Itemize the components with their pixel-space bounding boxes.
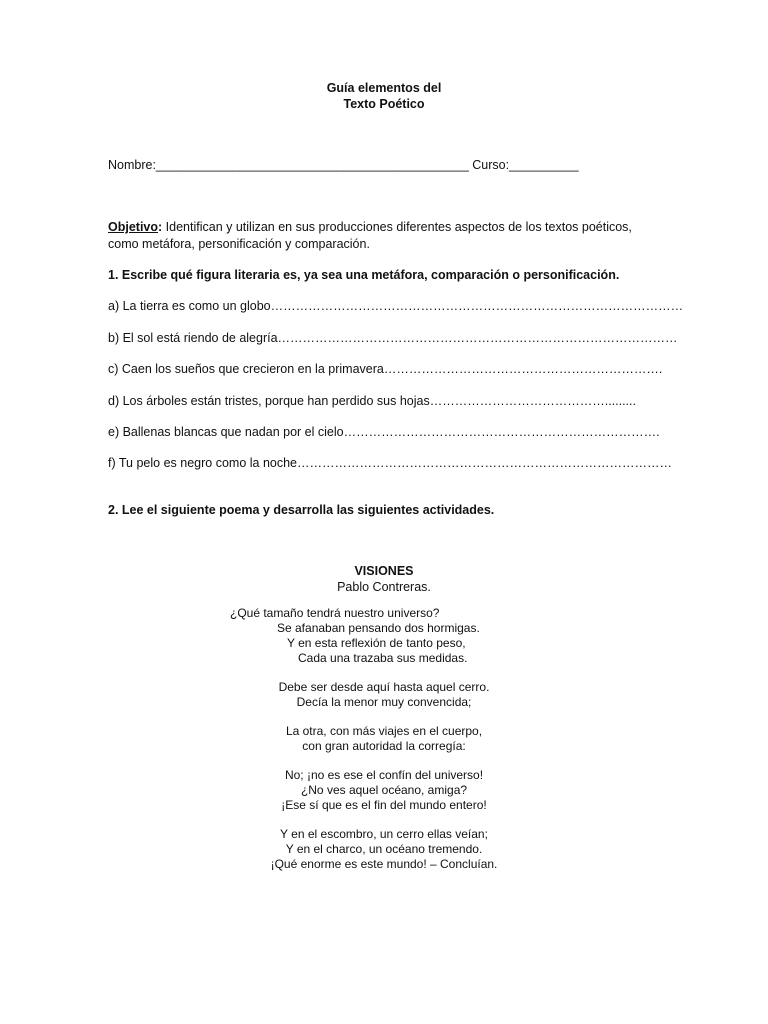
- poem-line: Debe ser desde aquí hasta aquel cerro.: [278, 680, 490, 694]
- poem-line: Y en el charco, un océano tremendo.: [285, 842, 483, 856]
- poem-title: VISIONES: [354, 564, 414, 578]
- poem-line: Se afanaban pensando dos hormigas.: [277, 621, 480, 635]
- poem-line: No; ¡no es ese el confín del universo!: [284, 768, 484, 782]
- poem-author: Pablo Contreras.: [337, 580, 431, 594]
- poem-line: ¿Qué tamaño tendrá nuestro universo?: [230, 606, 440, 620]
- poem-line: Y en esta reflexión de tanto peso,: [287, 636, 466, 650]
- poem-line: La otra, con más viajes en el cuerpo,: [285, 724, 483, 738]
- exercise-item-b[interactable]: b) El sol está riendo de alegría……………………………………………………………………………………: [108, 331, 678, 345]
- poem-line: ¡Ese sí que es el fin del mundo entero!: [281, 798, 487, 812]
- exercise-item-c[interactable]: c) Caen los sueños que crecieron en la primavera………………………………………………………….: [108, 362, 663, 376]
- poem-line: Y en el escombro, un cerro ellas veían;: [280, 827, 488, 841]
- poem-line: ¡Qué enorme es este mundo! – Concluían.: [270, 857, 498, 871]
- section-2-instruction: 2. Lee el siguiente poema y desarrolla las siguientes actividades.: [108, 503, 495, 517]
- objective-label: Objetivo: [108, 220, 159, 234]
- poem-line: Cada una trazaba sus medidas.: [298, 651, 468, 665]
- poem-line: ¿No ves aquel océano, amiga?: [300, 783, 468, 797]
- section-1-instruction: 1. Escribe qué figura literaria es, ya sea una metáfora, comparación o personificación.: [108, 268, 620, 282]
- name-course-field-row[interactable]: Nombre:_____________________________________________ Curso:__________: [108, 158, 579, 172]
- exercise-item-e[interactable]: e) Ballenas blancas que nadan por el cielo………………………………………………………………….: [108, 425, 660, 439]
- objective-paragraph: [108, 219, 648, 253]
- poem-line: Decía la menor muy convencida;: [296, 695, 472, 709]
- poem-line: con gran autoridad la corregía:: [302, 739, 466, 753]
- title-line-2: Texto Poético: [343, 97, 425, 111]
- poem-header: [0, 563, 768, 595]
- exercise-item-d[interactable]: d) Los árboles están tristes, porque han perdido sus hojas…………………………………….........: [108, 394, 636, 408]
- title-line-1: Guía elementos del: [326, 81, 442, 95]
- exercise-item-a[interactable]: a) La tierra es como un globo………………………………………………………………………………………: [108, 299, 684, 313]
- page-title: [0, 80, 768, 112]
- objective-text: Identifican y utilizan en sus producciones diferentes aspectos de los textos poéticos, como metáfora, personificación y comparación.: [108, 220, 632, 251]
- objective-colon: :: [158, 220, 163, 234]
- exercise-item-f[interactable]: f) Tu pelo es negro como la noche………………………………………………………………………………: [108, 456, 673, 470]
